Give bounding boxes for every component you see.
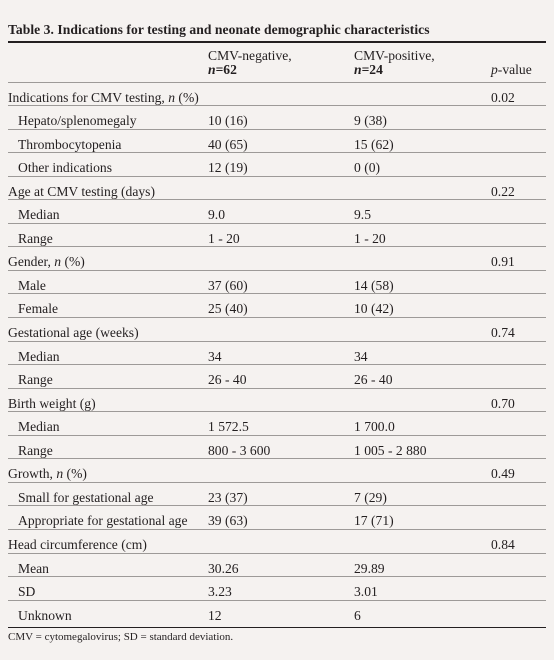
row-label: Appropriate for gestational age	[18, 513, 188, 529]
table-row	[8, 293, 546, 318]
row-label: Small for gestational age	[18, 489, 154, 505]
cell-cmv-positive: 1 - 20	[354, 230, 386, 246]
table-title: Table 3. Indications for testing and neonate demographic characteristics	[8, 22, 430, 37]
row-label: Range	[18, 230, 53, 246]
row-label: Median	[18, 348, 60, 364]
table-row	[8, 246, 546, 271]
table-row	[8, 129, 546, 154]
header-cmv-negative-n: n=62	[208, 62, 237, 77]
table-row	[8, 600, 546, 625]
row-label: Age at CMV testing (days)	[8, 183, 155, 199]
cell-cmv-positive: 29.89	[354, 560, 385, 576]
table-row	[8, 505, 546, 530]
cell-p-value: 0.02	[491, 89, 515, 105]
cell-cmv-negative: 9.0	[208, 207, 225, 223]
header-cmv-positive-label: CMV-positive,	[354, 48, 435, 63]
table-row	[8, 388, 546, 413]
row-label: Hepato/splenomegaly	[18, 113, 137, 129]
header-p-value: p-value	[491, 62, 532, 77]
cell-cmv-positive: 17 (71)	[354, 513, 394, 529]
row-label: Mean	[18, 560, 49, 576]
row-label: Unknown	[18, 607, 72, 623]
table-row	[8, 435, 546, 460]
cell-cmv-positive: 1 700.0	[354, 419, 395, 435]
header-cmv-positive	[354, 49, 435, 77]
cell-cmv-negative: 25 (40)	[208, 301, 248, 317]
cell-cmv-negative: 23 (37)	[208, 489, 248, 505]
cell-p-value: 0.91	[491, 254, 515, 270]
row-label: Gestational age (weeks)	[8, 325, 139, 340]
table-bottom-rule	[8, 627, 546, 628]
table-row	[8, 364, 546, 389]
cell-cmv-negative: 1 - 20	[208, 230, 240, 246]
table-row	[8, 223, 546, 248]
row-label: Female	[18, 301, 59, 317]
table-row	[8, 270, 546, 295]
cell-cmv-negative: 39 (63)	[208, 513, 248, 529]
row-label: Range	[18, 372, 53, 388]
cell-cmv-positive: 9.5	[354, 207, 371, 223]
row-label: Growth, n (%)	[8, 466, 87, 482]
table-row	[8, 105, 546, 130]
cell-cmv-positive: 1 005 - 2 880	[354, 442, 427, 458]
row-label: Gender, n (%)	[8, 254, 85, 270]
row-label: Thrombocytopenia	[18, 136, 122, 152]
cell-cmv-negative: 12	[208, 607, 222, 623]
cell-p-value: 0.74	[491, 325, 515, 340]
row-label: Median	[18, 419, 60, 435]
table-row	[8, 176, 546, 201]
cell-cmv-positive: 15 (62)	[354, 136, 394, 152]
cell-cmv-negative: 3.23	[208, 584, 232, 600]
cell-cmv-negative: 12 (19)	[208, 160, 248, 176]
table-top-rule	[8, 41, 546, 43]
row-label: Head circumference (cm)	[8, 536, 147, 552]
cell-p-value: 0.84	[491, 536, 515, 552]
table-footnote: CMV = cytomegalovirus; SD = standard deviation.	[8, 631, 234, 643]
row-label: Birth weight (g)	[8, 395, 96, 411]
row-label: SD	[18, 584, 36, 600]
row-label: Range	[18, 442, 53, 458]
cell-cmv-negative: 40 (65)	[208, 136, 248, 152]
header-cmv-positive-n: n=24	[354, 62, 383, 77]
cell-cmv-positive: 10 (42)	[354, 301, 394, 317]
cell-cmv-negative: 10 (16)	[208, 113, 248, 129]
cell-cmv-positive: 14 (58)	[354, 277, 394, 293]
cell-cmv-positive: 3.01	[354, 584, 378, 600]
table-row	[8, 576, 546, 601]
cell-cmv-negative: 26 - 40	[208, 372, 247, 388]
cell-cmv-negative: 37 (60)	[208, 277, 248, 293]
cell-cmv-positive: 26 - 40	[354, 372, 393, 388]
cell-cmv-negative: 800 - 3 600	[208, 442, 271, 458]
cell-cmv-positive: 6	[354, 607, 361, 623]
table-row	[8, 317, 546, 342]
cell-cmv-negative: 1 572.5	[208, 419, 249, 435]
cell-cmv-positive: 0 (0)	[354, 160, 381, 176]
table-row	[8, 411, 546, 436]
row-label: Male	[18, 277, 46, 293]
table-row	[8, 458, 546, 483]
cell-cmv-positive: 9 (38)	[354, 113, 387, 129]
row-label: Median	[18, 207, 60, 223]
cell-cmv-positive: 34	[354, 348, 368, 364]
table-row	[8, 553, 546, 578]
cell-p-value: 0.22	[491, 183, 515, 199]
table-row	[8, 199, 546, 224]
table-row	[8, 482, 546, 507]
cell-p-value: 0.49	[491, 466, 515, 482]
table-row	[8, 152, 546, 177]
cell-cmv-negative: 34	[208, 348, 222, 364]
table-row	[8, 82, 546, 107]
table-row	[8, 341, 546, 366]
cell-cmv-negative: 30.26	[208, 560, 239, 576]
row-label: Other indications	[18, 160, 113, 176]
header-cmv-negative-label: CMV-negative,	[208, 48, 292, 63]
cell-p-value: 0.70	[491, 395, 515, 411]
row-label: Indications for CMV testing, n (%)	[8, 89, 199, 105]
header-cmv-negative	[208, 49, 292, 77]
table-row	[8, 529, 546, 554]
cell-cmv-positive: 7 (29)	[354, 489, 387, 505]
